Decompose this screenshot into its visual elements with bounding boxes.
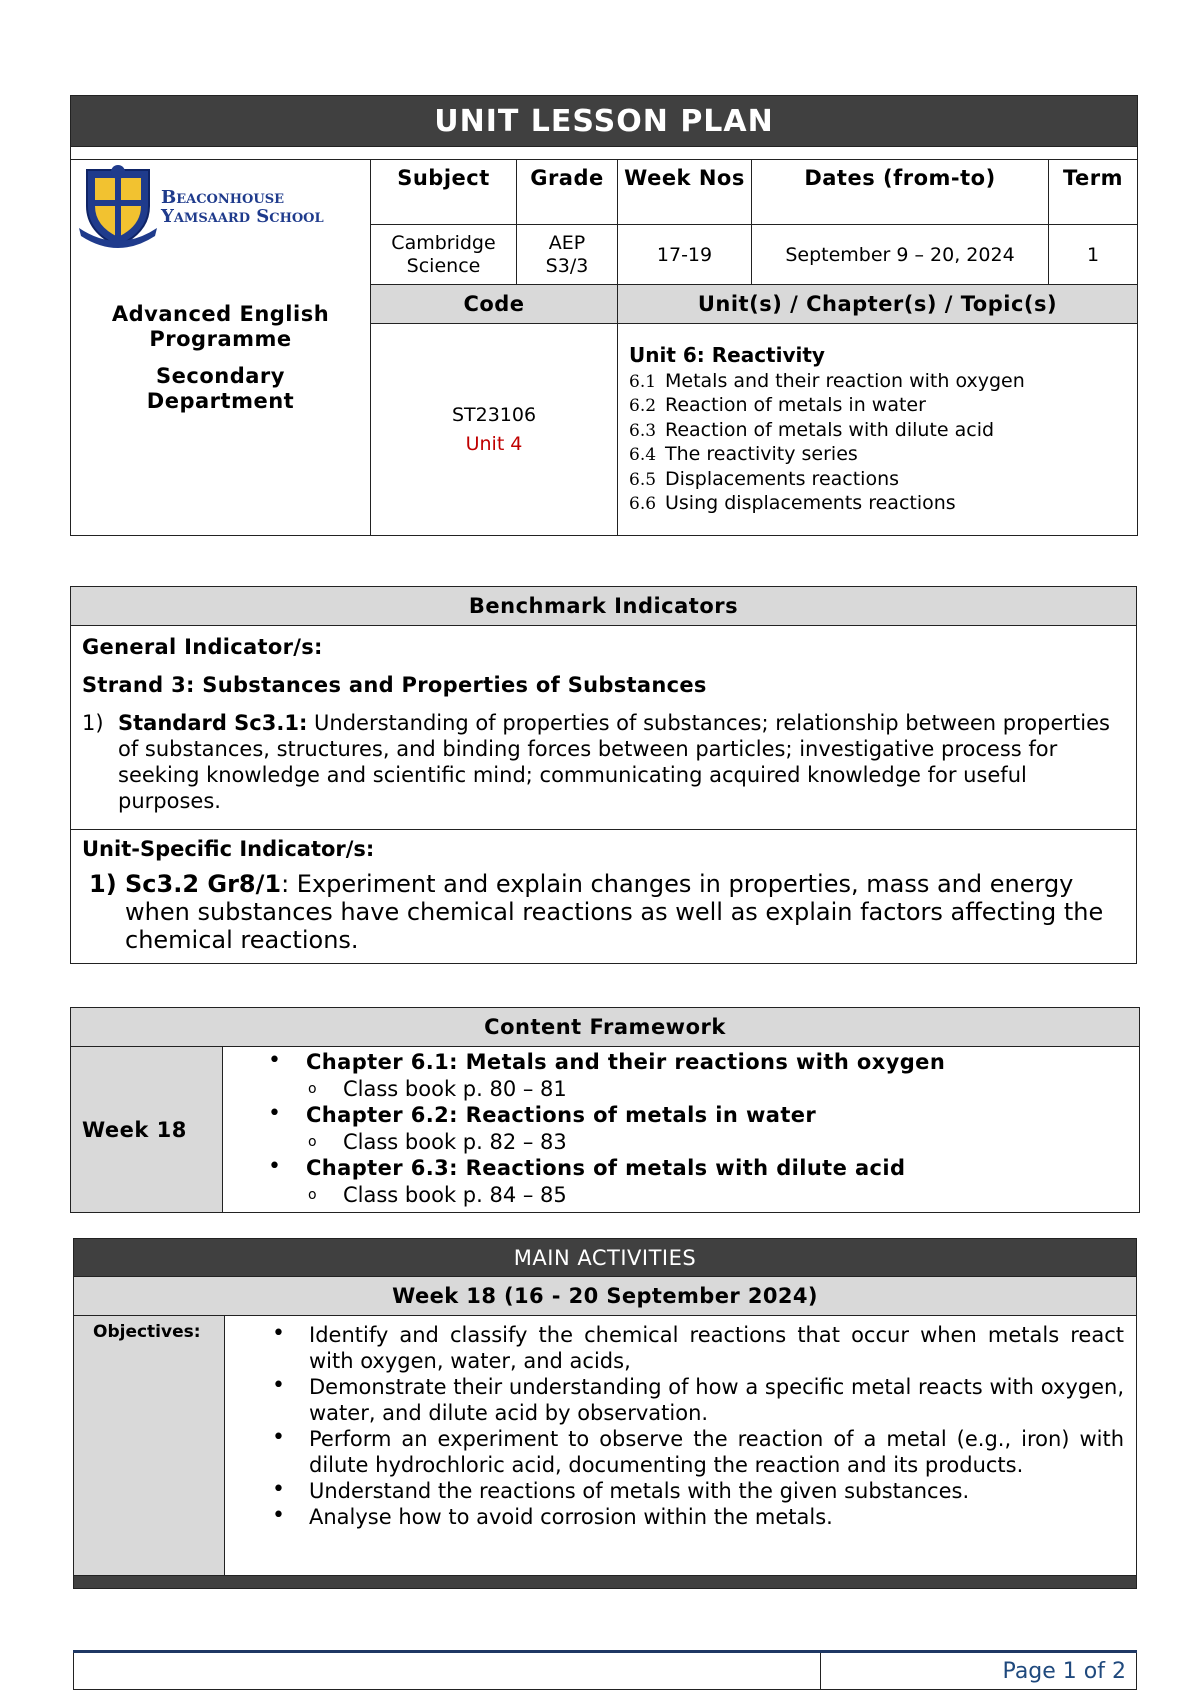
grade-value: AEP S3/3 [517,225,618,285]
objectives-cell [225,1316,1137,1576]
objective-item: • Understand the reactions of metals with the given substances. [272,1477,970,1503]
general-indicator-cell [71,626,1137,830]
school-name-line1: Beaconhouse [161,187,285,208]
topics-cell [618,324,1138,536]
chapter-item: • Chapter 6.3: Reactions of metals with dilute acid o Class book p. 84 – 85 [223,1155,1139,1208]
unit-title: Unit 6: Reactivity [629,343,825,367]
unit-specific-cell [71,830,1137,964]
content-framework-table [70,1007,1140,1213]
topics-list [618,324,1137,517]
bullet-dot-icon: • [272,1373,285,1398]
chapter-subitem: o Class book p. 84 – 85 [308,1182,567,1207]
objective-item: • Demonstrate their understanding of how a specific metal reacts with oxygen, water, and dilute acid by observation. [272,1373,1125,1425]
chapters-cell [223,1047,1140,1213]
dates-value: September 9 – 20, 2024 [752,225,1049,285]
school-logo [71,162,370,252]
page-number: Page 1 of 2 [821,1652,1137,1690]
bullet-dot-icon: • [272,1503,285,1528]
school-name-line2: Yamsaard School [161,206,324,227]
bullet-dot-icon: • [268,1101,281,1126]
week-heading: Week 18 (16 - 20 September 2024) [74,1277,1137,1316]
benchmark-heading: Benchmark Indicators [71,587,1137,626]
unit-specific-label: Unit-Specific Indicator/s: [82,837,375,861]
topic-item: 6.4 The reactivity series [629,443,858,465]
bullet-dot-icon: • [268,1048,281,1073]
chapter-subitem: o Class book p. 80 – 81 [308,1076,567,1101]
programme-name: Advanced English Programme [111,302,330,351]
lesson-plan-header-table [70,95,1138,536]
general-indicator-label: General Indicator/s: [82,635,323,659]
school-info-cell [71,160,371,536]
main-activities-table [73,1238,1137,1589]
main-activities-footer-bar [74,1576,1137,1589]
circle-bullet-icon: o [308,1186,317,1203]
code-header: Code [371,285,618,324]
circle-bullet-icon: o [308,1133,317,1150]
week-value: 17-19 [618,225,752,285]
subject-value: Cambridge Science [371,225,517,285]
content-framework-heading: Content Framework [71,1008,1140,1047]
unit-specific-text: : Experiment and explain changes in properties, mass and energy when substances have chemical reactions as well as explain factors affecting the chemical reactions. [125,870,1104,954]
chapter-item: • Chapter 6.2: Reactions of metals in water o Class book p. 82 – 83 [223,1102,1139,1155]
units-header: Unit(s) / Chapter(s) / Topic(s) [618,285,1138,324]
topic-item: 6.6 Using displacements reactions [629,492,956,514]
chapter-subitem: o Class book p. 82 – 83 [308,1129,567,1154]
term-header: Term [1049,160,1138,225]
grade-header: Grade [517,160,618,225]
standard-item: 1) Standard Sc3.1: Understanding of properties of substances; relationship between properties of substances, structures, and binding forces between particles; investigative process for seeking knowledge and scientific mind; communicating acquired knowledge for useful purposes. [82,711,1110,813]
objective-item: • Analyse how to avoid corrosion within the metals. [272,1503,833,1529]
department-name: Secondary Department [146,364,295,413]
footer-left-cell [74,1652,821,1690]
unit-number: Unit 4 [465,432,523,455]
bullet-dot-icon: • [272,1477,285,1502]
objective-item: • Identify and classify the chemical reactions that occur when metals react with oxygen, water, and acids, [272,1321,1125,1373]
school-crest-icon [77,164,159,250]
subject-header: Subject [371,160,517,225]
chapter-item: • Chapter 6.1: Metals and their reactions with oxygen o Class book p. 80 – 81 [223,1049,1139,1102]
circle-bullet-icon: o [308,1080,317,1097]
bullet-dot-icon: • [272,1425,285,1450]
page-footer [73,1650,1137,1690]
course-code: ST23106 [451,403,537,426]
standard-label: Standard Sc3.1: [118,711,308,735]
topic-item: 6.3 Reaction of metals with dilute acid [629,418,995,441]
week-header: Week Nos [618,160,752,225]
unit-specific-code: Sc3.2 Gr8/1 [125,870,282,898]
objectives-label: Objectives: [74,1316,225,1576]
term-value: 1 [1049,225,1138,285]
strand-title: Strand 3: Substances and Properties of Substances [82,673,707,697]
benchmark-table [70,586,1137,964]
topic-item: 6.1 Metals and their reaction with oxygen [629,369,1025,392]
topic-item: 6.2 Reaction of metals in water [629,394,926,416]
main-activities-heading: MAIN ACTIVITIES [74,1239,1137,1277]
objective-item: • Perform an experiment to observe the reaction of a metal (e.g., iron) with dilute hydrochloric acid, documenting the reaction and its products. [272,1425,1125,1477]
bullet-dot-icon: • [268,1154,281,1179]
code-cell [371,324,618,536]
topic-item: 6.5 Displacements reactions [629,467,900,490]
standard-text: Understanding of properties of substances; relationship between properties of substances, structures, and binding forces between particles; investigative process for seeking knowledge and scientific mind; communicating acquired knowledge for useful purposes. [118,711,1110,813]
unit-specific-item: 1) Sc3.2 Gr8/1: Experiment and explain changes in properties, mass and energy when substances have chemical reactions as well as explain factors affecting the chemical reactions. [89,870,1104,954]
bullet-dot-icon: • [272,1321,285,1346]
week-label: Week 18 [71,1047,223,1213]
dates-header: Dates (from-to) [752,160,1049,225]
page-title: UNIT LESSON PLAN [71,96,1138,147]
